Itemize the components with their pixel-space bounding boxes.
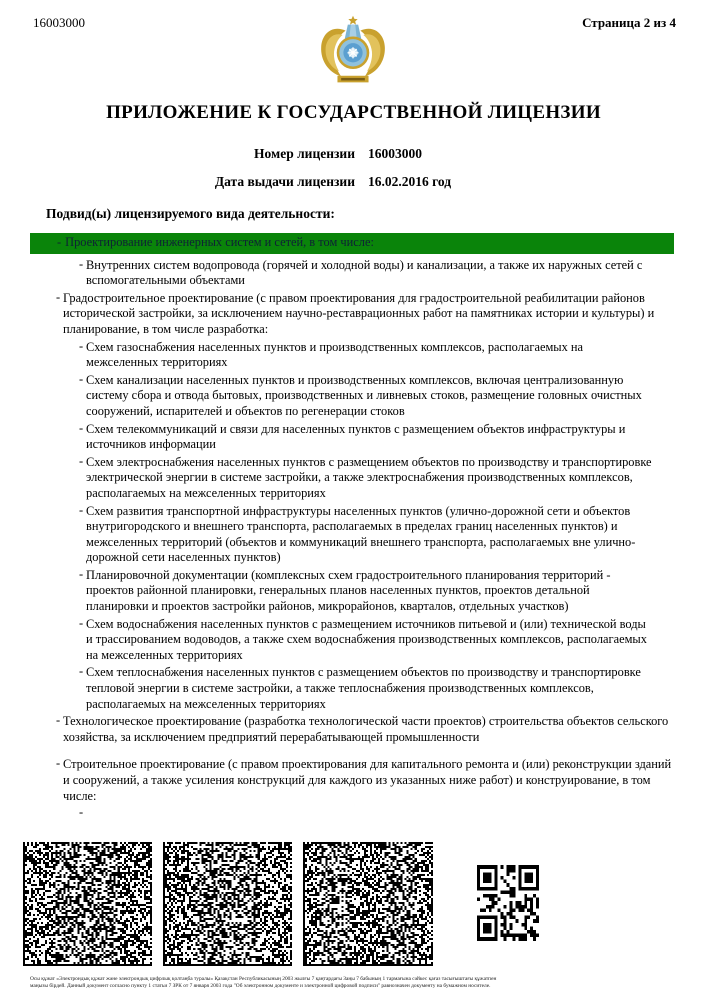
activity-list bbox=[0, 233, 707, 823]
qr-code bbox=[471, 858, 545, 948]
legal-note bbox=[30, 976, 680, 990]
activity-text: Планировочной документации (комплексных схем градостроительного планирования территорий - проектов районной планировки, генеральных планов населенных пунктов, проектов детальной планировки и проектов застройки районов, микрорайонов, кварталов, отдельных участков) bbox=[86, 567, 611, 614]
activity-text: Проектирование инженерных систем и сетей, в том числе: bbox=[65, 235, 374, 249]
legal-note-line1: Осы құжат «Электрондық құжат және электрондық цифрлық қолтаңба туралы» Қазақстан Республикасының 2003 жылғы 7 қаңтардағы Заңы 7 бабының 1 тармағына сәйкес қағаз тасығыштағы құжатпен bbox=[30, 976, 497, 982]
subtypes-heading: Подвид(ы) лицензируемого вида деятельности: bbox=[46, 206, 335, 221]
activity-item bbox=[56, 756, 677, 804]
activity-text: Технологическое проектирование (разработка технологической части проектов) строительства объектов сельского хозяйства, за исключением предприятий перерабатывающей промышленности bbox=[63, 714, 669, 744]
activity-item bbox=[79, 256, 652, 289]
activity-item bbox=[79, 805, 652, 821]
datamatrix-barcode-2 bbox=[163, 842, 292, 966]
activity-item bbox=[79, 453, 652, 502]
activity-item bbox=[79, 566, 652, 615]
bullet-dash-icon: - bbox=[79, 420, 84, 435]
activity-text: Схем теплоснабжения населенных пунктов с размещением объектов по производству и транспортировке тепловой энергии в системе застройки, а также теплоснабжения производственных комплексов, располагаемых на межселенных территориях bbox=[86, 665, 641, 711]
license-number-row bbox=[0, 146, 707, 162]
page-indicator: Страница 2 из 4 bbox=[582, 15, 676, 30]
activity-text: Градостроительное проектирование (с правом проектирования для градостроительной реабилитации районов исторической застройки, за исключением научно-реставрационных работ на памятниках истории и культуры) и планирование, в том числе разработка: bbox=[63, 290, 655, 336]
highlighted-activity-item bbox=[30, 233, 674, 254]
activity-item bbox=[56, 289, 677, 338]
issue-date-label: Дата выдачи лицензии bbox=[214, 174, 355, 189]
activity-text: Схем газоснабжения населенных пунктов и производственных комплексов, располагаемых на межселенных территориях bbox=[86, 339, 584, 370]
activity-text: Строительное проектирование (с правом проектирования для капитального ремонта и (или) реконструкции зданий и сооружений, а также усиления конструкций для каждого из указанных ниже работ) и конструирование, в том числе: bbox=[63, 757, 672, 803]
activity-item bbox=[79, 371, 652, 420]
bullet-dash-icon: - bbox=[57, 235, 62, 249]
activity-text: Схем телекоммуникаций и связи для населенных пунктов с размещением объектов инфраструктуры и источников информации bbox=[86, 421, 626, 452]
bullet-dash-icon: - bbox=[79, 664, 84, 679]
bullet-dash-icon: - bbox=[79, 453, 84, 468]
license-number-value: 16003000 bbox=[368, 146, 422, 161]
bullet-dash-icon: - bbox=[79, 371, 84, 386]
bullet-dash-icon: - bbox=[79, 256, 84, 271]
activity-item bbox=[79, 420, 652, 453]
bullet-dash-icon: - bbox=[79, 502, 84, 517]
license-number-top: 16003000 bbox=[33, 15, 85, 30]
document-title: ПРИЛОЖЕНИЕ К ГОСУДАРСТВЕННОЙ ЛИЦЕНЗИИ bbox=[106, 102, 601, 123]
license-number-label: Номер лицензии bbox=[254, 146, 355, 161]
activity-item bbox=[79, 502, 652, 566]
bullet-dash-icon: - bbox=[79, 338, 84, 353]
legal-note-line2: маңызы бірдей. Данный документ согласно пункту 1 статьи 7 ЗРК от 7 января 2003 года "Об электронном документе и электронной цифровой подписи" равнозначен документу на бумажном носителе. bbox=[30, 983, 491, 989]
issue-date-value: 16.02.2016 год bbox=[368, 174, 452, 189]
datamatrix-barcode-3 bbox=[303, 842, 433, 966]
bullet-dash-icon: - bbox=[79, 805, 84, 820]
activity-item bbox=[79, 338, 652, 371]
bullet-dash-icon: - bbox=[79, 615, 84, 630]
activity-item bbox=[56, 713, 677, 745]
activity-text: Внутренних систем водопровода (горячей и холодной воды) и канализации, а также их наружных сетей с вспомогательными объектами bbox=[86, 257, 643, 288]
bullet-dash-icon: - bbox=[79, 566, 84, 581]
activity-text: Схем электроснабжения населенных пунктов с размещением объектов по производству и транспортировке электрической энергии в системе застройки, а также электроснабжения производственных комплексов, располагаемых на межселенных территориях bbox=[86, 454, 652, 500]
datamatrix-barcode-1 bbox=[23, 842, 152, 966]
activity-text: Схем водоснабжения населенных пунктов с размещением источников питьевой и (или) технической воды и трассированием водоводов, а также схем водоснабжения производственных комплексов, располагаемых на межселенных территориях bbox=[86, 616, 647, 662]
bullet-dash-icon: - bbox=[56, 713, 61, 728]
bullet-dash-icon: - bbox=[56, 289, 61, 304]
kazakhstan-emblem-icon bbox=[316, 14, 390, 96]
activity-item bbox=[79, 664, 652, 712]
bullet-dash-icon: - bbox=[56, 756, 61, 771]
activity-text: Схем канализации населенных пунктов и производственных комплексов, включая централизованную систему сбора и отвода бытовых, производственных и ливневых стоков, размещение головных очистных сооружений, испарителей и объектов по регенерации стоков bbox=[86, 372, 642, 418]
activity-item bbox=[79, 615, 652, 664]
activity-text: Схем развития транспортной инфраструктуры населенных пунктов (улично-дорожной сети и объектов внутригородского и внешнего транспорта, располагаемых в пределах границ населенных пунктов) и межселенных территорий (объектов и коммуникаций внешнего транспорта, располагаемых вне улично-дорожной сети населенных пунктов) bbox=[86, 503, 636, 565]
issue-date-row bbox=[0, 174, 707, 190]
